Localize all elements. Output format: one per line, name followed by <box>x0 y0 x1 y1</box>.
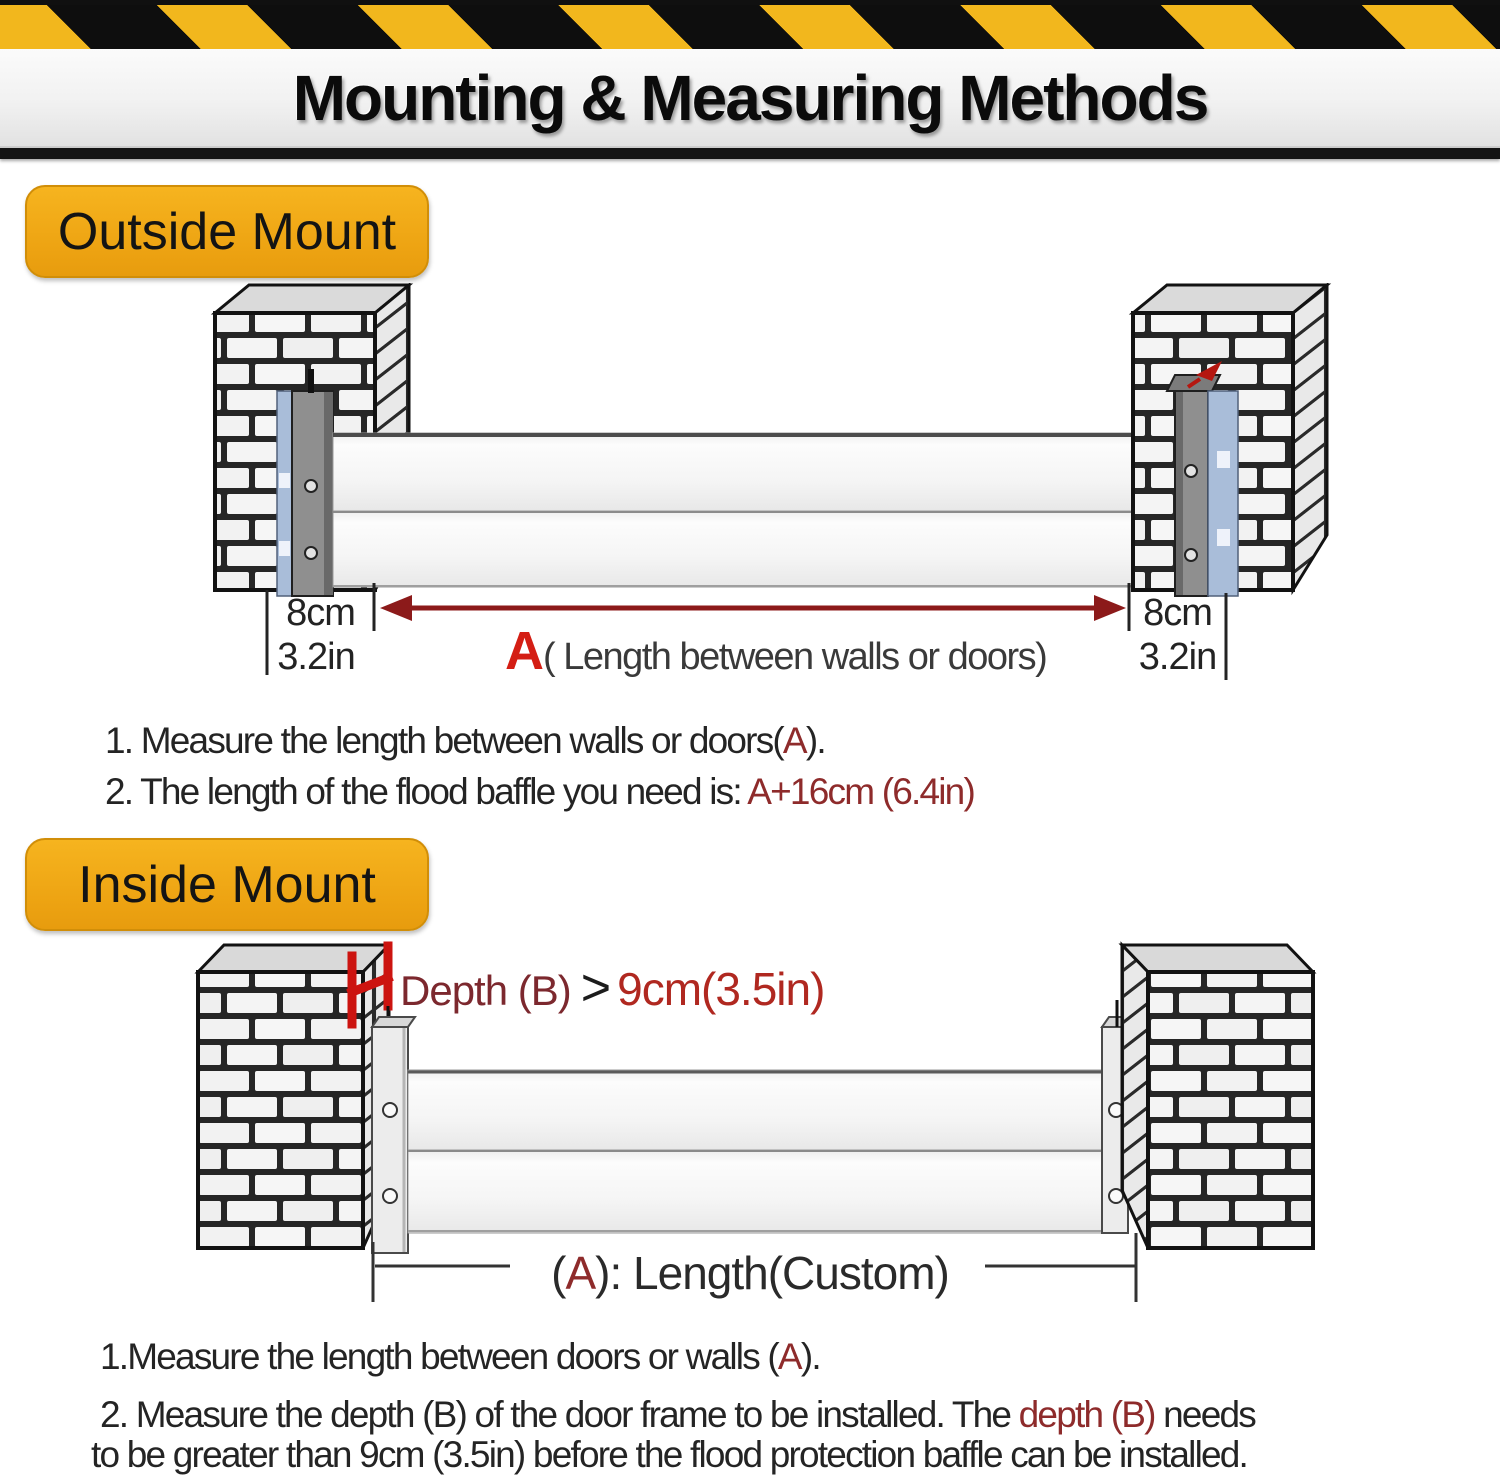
inside-step-2-line2: to be greater than 9cm (3.5in) before the flood protection baffle can be installed. <box>91 1434 1248 1475</box>
left-dim-in: 3.2in <box>277 636 355 678</box>
inside-mount-badge-label: Inside Mount <box>78 855 376 914</box>
inside-step1-text: 1.Measure the length between doors or walls ( <box>100 1336 778 1377</box>
outside-step1-text: 1. Measure the length between walls or doors( <box>105 720 783 761</box>
header-divider-bar <box>0 148 1500 159</box>
len-open: ( <box>551 1247 566 1299</box>
outside-mount-badge <box>25 185 429 278</box>
depth-label: Depth (B) <box>400 967 571 1014</box>
caution-stripe-band <box>0 5 1500 49</box>
inside-step2-text: 2. Measure the depth (B) of the door frame to be installed. The <box>100 1394 1019 1435</box>
page-title: Mounting & Measuring Methods <box>292 61 1208 134</box>
inside-step-2-line1 <box>100 1394 1255 1436</box>
inside-step2-end: needs <box>1154 1394 1255 1435</box>
outside-step1-a: A <box>782 720 806 761</box>
right-mount-bracket <box>1167 361 1238 596</box>
outside-step-2 <box>105 771 974 813</box>
inside-step-1 <box>100 1336 820 1378</box>
outside-mount-badge-label: Outside Mount <box>57 202 397 261</box>
flood-barrier-panels <box>408 1070 1102 1233</box>
left-dim-cm: 8cm <box>286 592 355 634</box>
inside-step1-a: A <box>777 1336 801 1377</box>
inside-mount-badge <box>25 838 429 931</box>
depth-requirement-label <box>400 958 824 1018</box>
right-brick-pillar <box>1122 945 1313 1248</box>
length-custom-label <box>510 1246 990 1300</box>
title-plate <box>0 49 1500 148</box>
inside-step1-end: ). <box>800 1336 820 1377</box>
span-a-description: ( Length between walls or doors) <box>543 636 1047 678</box>
len-a-letter: A <box>565 1247 596 1299</box>
span-a-letter: A <box>505 621 543 681</box>
len-rest: ): Length(Custom) <box>595 1247 949 1299</box>
inside-step2-highlight: depth (B) <box>1018 1394 1155 1435</box>
flood-barrier-panels <box>333 433 1175 587</box>
outside-step2-text: 2. The length of the flood baffle you need is: <box>105 771 748 812</box>
length-arrow <box>380 595 1126 621</box>
span-length-label <box>505 620 1046 682</box>
right-dim-in: 3.2in <box>1138 636 1217 678</box>
greater-than-sign: > <box>580 959 612 1017</box>
outside-step2-highlight: A+16cm (6.4in) <box>747 771 974 812</box>
right-dim-cm: 8cm <box>1143 592 1212 634</box>
outside-step-1 <box>105 720 825 762</box>
left-mount-bracket <box>277 369 333 596</box>
depth-value: 9cm(3.5in) <box>617 963 825 1015</box>
outside-step1-end: ). <box>805 720 825 761</box>
